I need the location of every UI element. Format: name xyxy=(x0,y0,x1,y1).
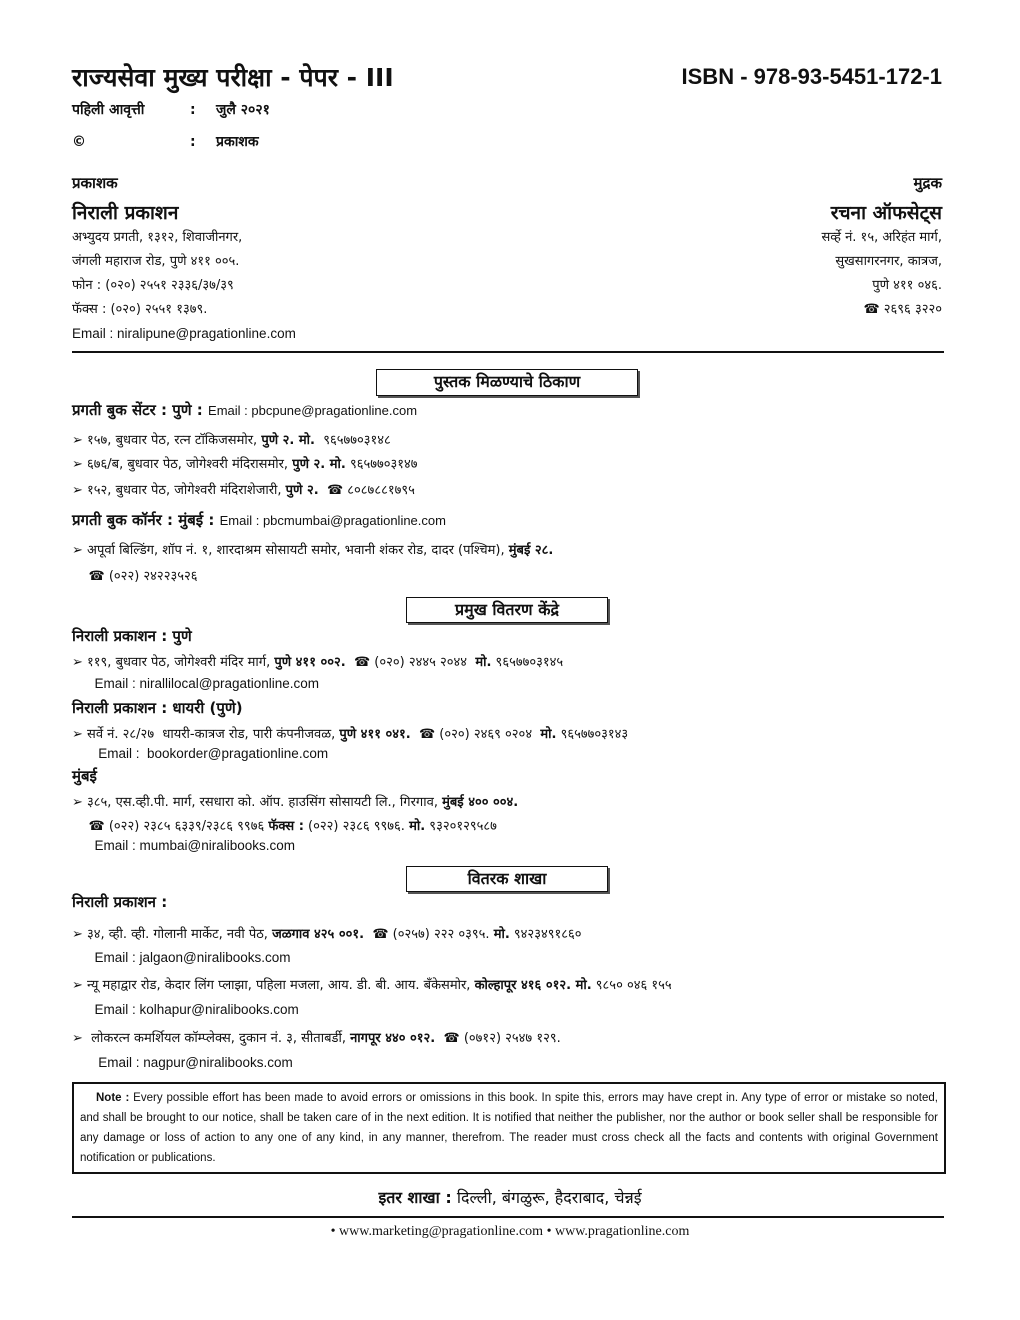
publisher-name: निराली प्रकाशन xyxy=(72,202,179,224)
address-line xyxy=(72,454,418,472)
address-segment: पुणे ४११ ००२. xyxy=(274,655,346,670)
address-segment: ➢ १५२, बुधवार पेठ, जोगेश्वरी मंदिराशेजारी, xyxy=(72,483,286,498)
branch-heading xyxy=(72,400,417,420)
branch-email: Email : pbcmumbai@pragationline.com xyxy=(219,513,446,528)
address-segment: ९४२३४९१८६० xyxy=(509,927,582,942)
printer-address-line: सर्व्हे नं. १५, अरिहंत मार्ग, xyxy=(821,230,942,245)
disclaimer-note xyxy=(72,1082,946,1174)
divider xyxy=(72,351,944,353)
publisher-label: प्रकाशक xyxy=(72,174,118,192)
address-segment: मुंबई xyxy=(72,767,97,785)
address-line xyxy=(72,480,415,498)
address-segment: पुणे ४११ ०४१. xyxy=(339,727,411,742)
address-segment: फॅक्स : xyxy=(268,819,304,834)
address-segment: ९६५७७०३१४५ xyxy=(491,655,564,670)
edition-label: पहिली आवृत्ती xyxy=(72,102,145,118)
copyright-label: © xyxy=(72,134,86,150)
address-segment: (०२२) २३८६ ९९७६. xyxy=(303,819,410,834)
address-segment: Email : nagpur@niralibooks.com xyxy=(72,1055,293,1070)
edition-value: जुलै २०२१ xyxy=(216,102,270,118)
address-segment: मो. xyxy=(475,655,492,670)
address-segment: Email : bookorder@pragationline.com xyxy=(72,746,329,761)
address-segment: ➢ अपूर्वा बिल्डिंग, शॉप नं. १, शारदाश्रम सोसायटी समोर, भवानी शंकर रोड, दादर (पश्चिम), xyxy=(72,543,509,558)
address-line xyxy=(72,792,518,810)
section-heading-distribution: प्रमुख वितरण केंद्रे xyxy=(406,597,608,623)
address-segment: ➢ ६७६/ब, बुधवार पेठ, जोगेश्वरी मंदिरासमोर, xyxy=(72,457,293,472)
printer-address-line: पुणे ४११ ०४६. xyxy=(872,278,942,293)
address-segment: ➢ ३८५, एस.व्ही.पी. मार्ग, रसधारा को. ऑप. हाउसिंग सोसायटी लि., गिरगाव, xyxy=(72,795,443,810)
address-segment: Email : nirallilocal@pragationline.com xyxy=(72,676,320,691)
address-line xyxy=(72,430,391,448)
address-line xyxy=(72,816,497,834)
other-branches-cities: दिल्ली, बंगळुरू, हैदराबाद, चेन्नई xyxy=(456,1188,642,1207)
publisher-address-line: अभ्युदय प्रगती, १३१२, शिवाजीनगर, xyxy=(72,230,243,245)
address-line xyxy=(72,1028,561,1046)
address-segment: ९६५७७०३१४३ xyxy=(556,727,629,742)
publisher-email: Email : niralipune@pragationline.com xyxy=(72,326,296,341)
address-segment: ९८५० ०४६ १५५ xyxy=(591,978,672,993)
publisher-fax: फॅक्स : (०२०) २५५१ १३७९. xyxy=(72,302,208,317)
edition-row xyxy=(72,100,270,119)
address-segment: ☎ (०२२) २४२२३५२६ xyxy=(72,569,198,584)
book-title: राज्यसेवा मुख्य परीक्षा - पेपर - III xyxy=(72,63,394,92)
isbn: ISBN - 978-93-5451-172-1 xyxy=(681,64,942,89)
address-segment: Email : mumbai@niralibooks.com xyxy=(72,838,296,853)
branch-email xyxy=(72,950,291,965)
address-segment: जळगाव ४२५ ००१. xyxy=(272,927,365,942)
address-segment: मुंबई ४०० ००४. xyxy=(442,795,519,810)
address-segment: पुणे २. xyxy=(285,483,319,498)
publisher-address xyxy=(72,226,296,346)
printer-address xyxy=(822,226,943,322)
address-segment: निराली प्रकाशन : धायरी (पुणे) xyxy=(72,699,243,717)
note-label: Note : xyxy=(96,1092,130,1104)
address-segment: ९३२०१२९५८७ xyxy=(425,819,497,834)
address-segment: ☎ (०२५७) २२२ ०३९५. xyxy=(364,927,494,942)
address-line xyxy=(72,652,563,670)
printer-phone: ☎ २६९६ ३२२० xyxy=(863,302,942,317)
copyright-row xyxy=(72,132,259,151)
branch-email xyxy=(72,1002,299,1017)
address-line xyxy=(72,540,553,558)
address-line xyxy=(72,924,582,942)
address-segment: प्रगती बुक कॉर्नर : मुंबई : xyxy=(72,511,220,529)
branch-heading xyxy=(72,892,167,912)
branch-heading xyxy=(72,766,97,786)
printer-label: मुद्रक xyxy=(913,174,942,192)
note-text: Every possible effort has been made to avoid errors or omissions in this book. In spite this, errors may have crept in. Any type of error or mistake so noted, and shall be brought to our notice, shall be taken care of in the next edition. It is notified that neither the publisher, nor the author or book seller shall be responsible for any damage or loss of action to any one of any kind, in any manner, therefrom. The reader must cross check all the facts and contents with original Government notification or publications. xyxy=(80,1092,938,1164)
address-segment: ☎ (०२२) २३८५ ६३३९/२३८६ ९९७६ xyxy=(72,819,269,834)
branch-email xyxy=(72,1055,293,1070)
address-line xyxy=(72,724,628,742)
printer-name: रचना ऑफसेट्स xyxy=(830,202,942,224)
address-segment: ➢ ३४, व्ही. व्ही. गोलानी मार्केट, नवी पेठ, xyxy=(72,927,273,942)
section-heading-branches: वितरक शाखा xyxy=(406,866,608,892)
branch-email xyxy=(72,746,328,761)
branch-heading xyxy=(72,698,243,718)
branch-heading xyxy=(72,626,192,646)
address-segment: Email : jalgaon@niralibooks.com xyxy=(72,950,291,965)
address-segment: मो. xyxy=(493,927,510,942)
address-line xyxy=(72,566,198,584)
address-segment: ☎ ८०८७८८१७९५ xyxy=(318,483,415,498)
section-heading-availability: पुस्तक मिळण्याचे ठिकाण xyxy=(376,369,638,396)
address-segment: निराली प्रकाशन : पुणे xyxy=(72,627,192,645)
other-branches xyxy=(0,1186,1020,1208)
address-segment: ➢ ११९, बुधवार पेठ, जोगेश्वरी मंदिर मार्ग, xyxy=(72,655,275,670)
address-line xyxy=(72,975,672,993)
colon: : xyxy=(190,102,196,118)
footer-divider xyxy=(72,1216,944,1218)
address-segment: ९६५७७०३१४७ xyxy=(345,457,418,472)
address-segment: प्रगती बुक सेंटर : पुणे : xyxy=(72,401,209,419)
address-segment: ➢ लोकरत्न कमर्शियल कॉम्प्लेक्स, दुकान नं. ३, सीताबर्डी, xyxy=(72,1031,351,1046)
address-segment: ☎ (०२०) २४६९ ०२०४ xyxy=(410,727,541,742)
other-branches-label: इतर शाखा : xyxy=(378,1188,452,1207)
address-segment: पुणे २. मो. xyxy=(292,457,346,472)
address-segment: ९६५७७०३१४८ xyxy=(314,433,391,448)
publisher-address-line: जंगली महाराज रोड, पुणे ४११ ००५. xyxy=(72,254,240,269)
address-segment: ☎ (०२०) २४४५ २०४४ xyxy=(345,655,476,670)
address-segment: नागपूर ४४० ०१२. xyxy=(350,1031,436,1046)
branch-heading xyxy=(72,510,446,530)
address-segment: निराली प्रकाशन : xyxy=(72,893,168,911)
address-segment: ☎ (०७१२) २५४७ १२९. xyxy=(435,1031,561,1046)
address-segment: ➢ १५७, बुधवार पेठ, रत्न टॉकिजसमोर, xyxy=(72,433,262,448)
copyright-value: प्रकाशक xyxy=(216,134,259,150)
colon: : xyxy=(190,134,196,150)
address-segment: मो. xyxy=(409,819,426,834)
address-segment: कोल्हापूर ४१६ ०१२. मो. xyxy=(474,978,592,993)
address-segment: पुणे २. मो. xyxy=(261,433,315,448)
branch-email xyxy=(72,838,295,853)
printer-address-line: सुखसागरनगर, कात्रज, xyxy=(835,254,942,269)
footer-links: • www.marketing@pragationline.com • www.pragationline.com xyxy=(330,1224,690,1239)
address-segment: ➢ न्यू महाद्वार रोड, केदार लिंग प्लाझा, पहिला मजला, आय. डी. बी. आय. बँकेसमोर, xyxy=(72,978,475,993)
address-segment: मुंबई २८. xyxy=(508,543,554,558)
branch-email xyxy=(72,676,319,691)
address-segment: ➢ सर्वे नं. २८/२७ धायरी-कात्रज रोड, पारी कंपनीजवळ, xyxy=(72,727,340,742)
publisher-phone: फोन : (०२०) २५५१ २३३६/३७/३९ xyxy=(72,278,234,293)
address-segment: मो. xyxy=(540,727,557,742)
address-segment: Email : kolhapur@niralibooks.com xyxy=(72,1002,299,1017)
branch-email: Email : pbcpune@pragationline.com xyxy=(208,403,418,418)
